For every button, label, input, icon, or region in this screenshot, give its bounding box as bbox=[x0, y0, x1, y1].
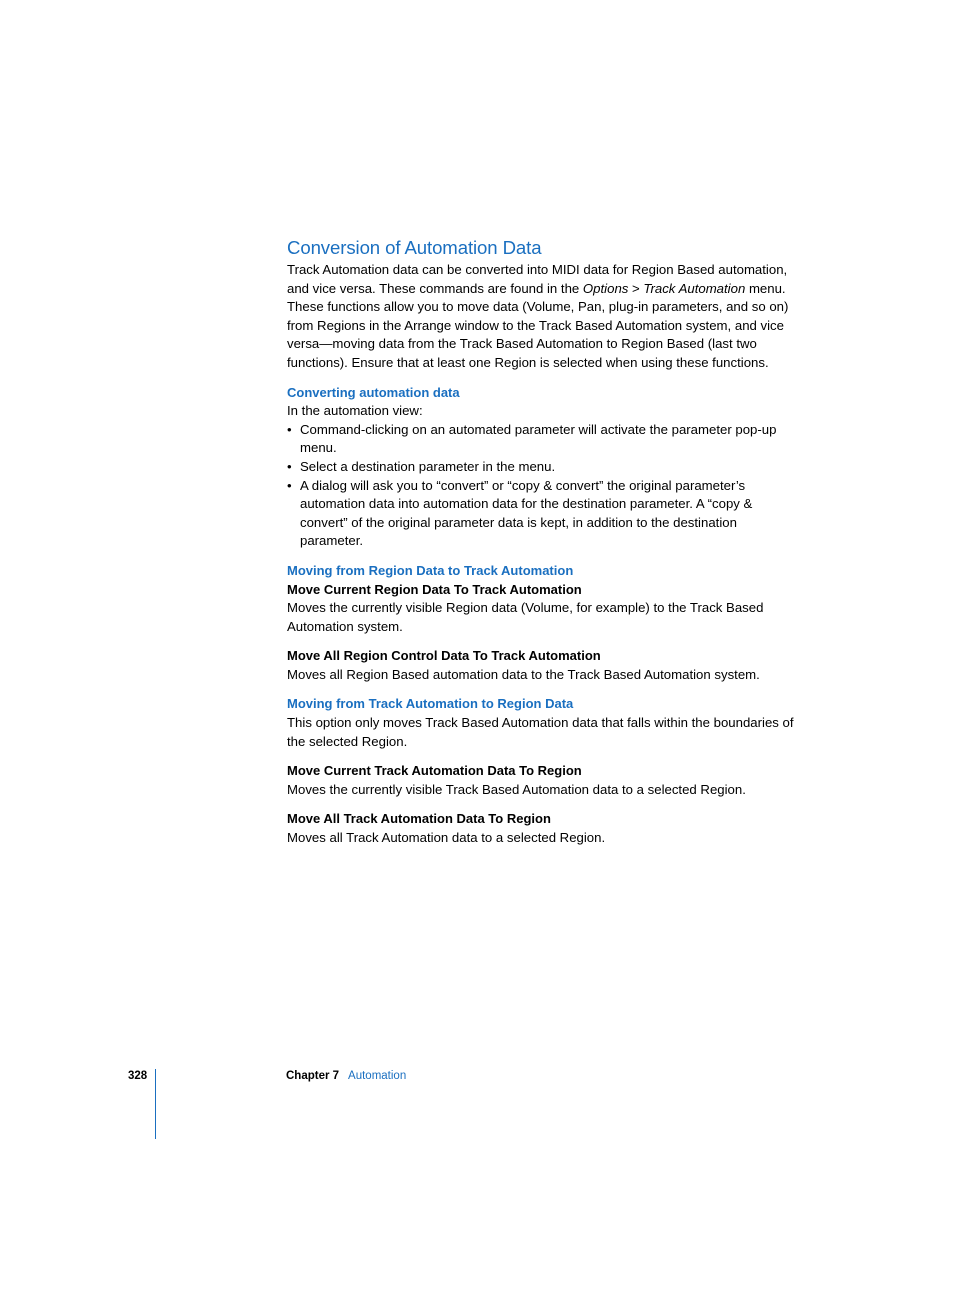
command-title: Move Current Track Automation Data To Region bbox=[287, 763, 582, 779]
list-item-text: A dialog will ask you to “convert” or “copy & convert” the original parameter’s automation data into automation data for the destination parameter. A “copy & convert” of the original parameter data is kept, in addition to the destination parameter. bbox=[300, 477, 753, 549]
menu-path-separator: > bbox=[628, 280, 644, 296]
track-automation-menu-ref: Track Automation bbox=[643, 280, 746, 296]
footer-rule bbox=[155, 1069, 156, 1139]
converting-lead: In the automation view: bbox=[287, 403, 423, 419]
command-title: Move All Region Control Data To Track Automation bbox=[287, 648, 601, 664]
list-item bbox=[287, 477, 802, 551]
list-item-text: Command-clicking on an automated parameter will activate the parameter pop-up menu. bbox=[300, 421, 777, 456]
page-content bbox=[287, 236, 802, 848]
bullet-glyph: • bbox=[287, 458, 292, 474]
converting-heading: Converting automation data bbox=[287, 384, 460, 400]
spacer bbox=[287, 799, 802, 810]
command-description: Moves all Region Based automation data to the Track Based Automation system. bbox=[287, 666, 760, 682]
page-number: 328 bbox=[128, 1070, 148, 1082]
track-to-region-heading: Moving from Track Automation to Region Data bbox=[287, 696, 574, 712]
chapter-name: Automation bbox=[348, 1070, 407, 1082]
options-menu-ref: Options bbox=[582, 280, 629, 296]
bullet-glyph: • bbox=[287, 421, 292, 437]
section-title: Conversion of Automation Data bbox=[287, 237, 542, 258]
spacer bbox=[287, 751, 802, 762]
list-item bbox=[287, 421, 802, 458]
command-description: Moves the currently visible Track Based Automation data to a selected Region. bbox=[287, 781, 746, 797]
spacer bbox=[287, 636, 802, 647]
intro-text-part2: menu. These functions allow you to move data (Volume, Pan, plug-in parameters, and so on) from Regions in the Arrange window to the Track Based Automation system, and vice versa—moving data from the Track Based Automation to Region Based (last two functions). Ensure that at least one Region is selected when using these functions. bbox=[287, 280, 789, 370]
track-to-region-lead: This option only moves Track Based Automation data that falls within the boundaries of the selected Region. bbox=[287, 715, 794, 749]
region-to-track-heading: Moving from Region Data to Track Automation bbox=[287, 562, 574, 578]
intro-paragraph bbox=[287, 261, 802, 373]
bullet-glyph: • bbox=[287, 477, 292, 493]
footer-chapter bbox=[286, 1070, 406, 1082]
converting-bullet-list bbox=[287, 421, 802, 551]
intro-text-part1: Track Automation data can be converted into MIDI data for Region Based automation, and vice versa. These commands are found in the bbox=[287, 262, 788, 296]
command-title: Move All Track Automation Data To Region bbox=[287, 811, 551, 827]
chapter-label: Chapter 7 bbox=[286, 1070, 340, 1082]
command-description: Moves the currently visible Region data (Volume, for example) to the Track Based Automation system. bbox=[287, 600, 764, 634]
command-description: Moves all Track Automation data to a selected Region. bbox=[287, 830, 606, 846]
list-item-text: Select a destination parameter in the menu. bbox=[300, 458, 556, 474]
command-title: Move Current Region Data To Track Automation bbox=[287, 581, 582, 597]
list-item bbox=[287, 458, 802, 477]
